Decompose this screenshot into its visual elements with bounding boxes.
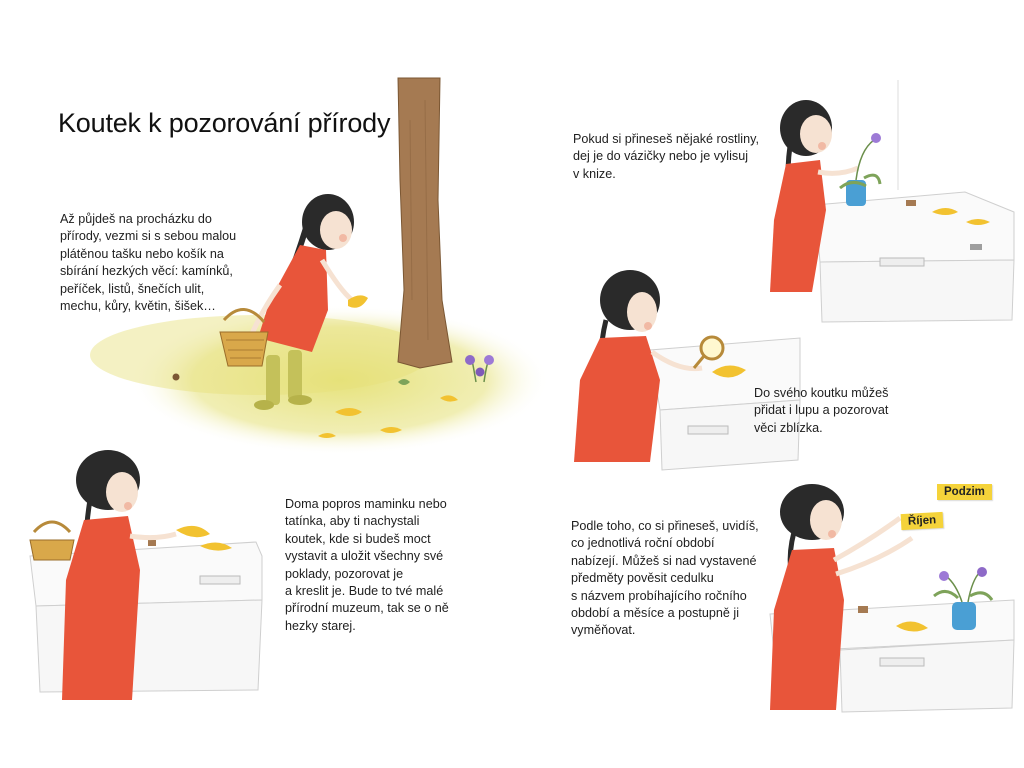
magnifier-scene [574,270,800,470]
basket-icon-2 [30,522,74,560]
paragraph-magnifier: Do svého koutku můžeš přidat i lupu a pozorovat věci zblízka. [754,386,889,435]
month-sign: Říjen [901,512,944,530]
paragraph-seasons: Podle toho, co si přineseš, uvidíš, co jednotlivá roční období nabízejí. Můžeš si nad vystavené předměty pověsit cedulku s názvem probíhajícího ročního období a měsíce a postupně ji vyměňovat. [571,519,759,638]
season-sign: Podzim [937,484,992,500]
page-title: Koutek k pozorování přírody [58,108,391,138]
dresser-vase-scene [770,80,1014,322]
home-corner-scene [30,450,262,700]
paragraph-plants: Pokud si přineseš nějaké rostliny, dej je do vázičky nebo je vylisuj v knize. [573,132,759,181]
paragraph-walk: Až půjdeš na procházku do přírody, vezmi si s sebou malou plátěnou tašku nebo košík na sbírání hezkých věcí: kamínků, peříček, listů, šnečích ulit, mechu, kůry, květin, šišek… [60,212,237,314]
season-sign-scene [770,484,1014,712]
paragraph-home-corner: Doma popros maminku nebo tatínka, aby ti nachystali koutek, kde si budeš moct vystavit a uložit všechny své poklady, pozorovat je a kreslit je. Bude to tvé malé přírodní muzeum, tak se o ně hezky starej. [285,497,449,633]
